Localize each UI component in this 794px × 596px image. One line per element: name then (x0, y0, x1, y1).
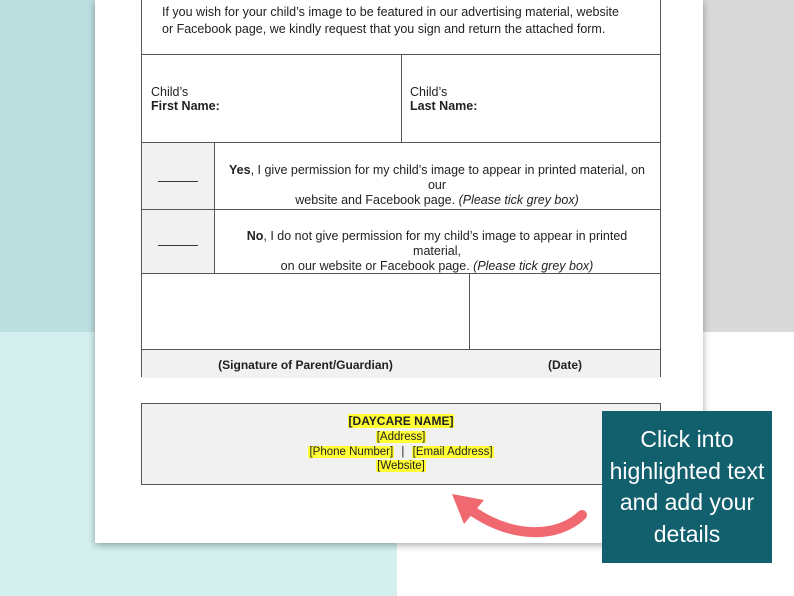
yes-line1: , I give permission for my child’s image to appear in printed material, on our (250, 163, 645, 192)
permission-yes-row (141, 142, 661, 210)
first-name-label: First Name: (151, 99, 220, 113)
daycare-website[interactable]: [Website] (377, 460, 425, 472)
signature-label-bar (142, 349, 660, 378)
last-name-label-prefix: Child’s (410, 85, 448, 99)
last-name-field[interactable] (401, 55, 661, 142)
no-permission-text (222, 229, 652, 274)
date-label: (Date) (547, 358, 582, 372)
yes-note: (Please tick grey box) (458, 193, 579, 207)
daycare-email[interactable]: [Email Address] (412, 446, 493, 458)
date-area[interactable] (470, 274, 660, 349)
daycare-footer (141, 403, 661, 485)
child-name-row (141, 54, 661, 143)
last-name-label: Last Name: (410, 99, 478, 113)
callout-text: Click into highlighted text and add your details (609, 426, 765, 547)
signature-row (141, 273, 661, 377)
yes-line2: website and Facebook page. (295, 193, 456, 207)
signature-label: (Signature of Parent/Guardian) (218, 358, 393, 372)
yes-tick-box[interactable] (142, 143, 215, 209)
curved-arrow-icon (440, 480, 600, 560)
no-tick-box[interactable] (142, 210, 215, 273)
yes-lead: Yes (229, 163, 251, 177)
no-lead: No (246, 229, 264, 243)
intro-text: If you wish for your child’s image to be featured in our advertising material, website or Facebook page, we kindly request that you sign and return the attached form. (162, 5, 619, 36)
yes-tick-line (158, 181, 198, 182)
contact-separator: | (401, 446, 405, 458)
daycare-address[interactable]: [Address] (376, 431, 426, 443)
no-tick-line (158, 245, 198, 246)
first-name-field[interactable] (142, 55, 402, 142)
no-note: (Please tick grey box) (473, 259, 594, 273)
permission-no-row (141, 209, 661, 274)
instruction-callout (602, 411, 772, 563)
first-name-label-prefix: Child’s (151, 85, 189, 99)
background-panel-grey (696, 0, 794, 332)
no-line2: on our website or Facebook page. (280, 259, 470, 273)
signature-area[interactable] (142, 274, 469, 349)
no-line1: , I do not give permission for my child’s image to appear in printed material, (263, 229, 628, 258)
yes-permission-text (222, 163, 652, 208)
daycare-phone[interactable]: [Phone Number] (309, 446, 394, 458)
daycare-name[interactable]: [DAYCARE NAME] (348, 414, 454, 428)
